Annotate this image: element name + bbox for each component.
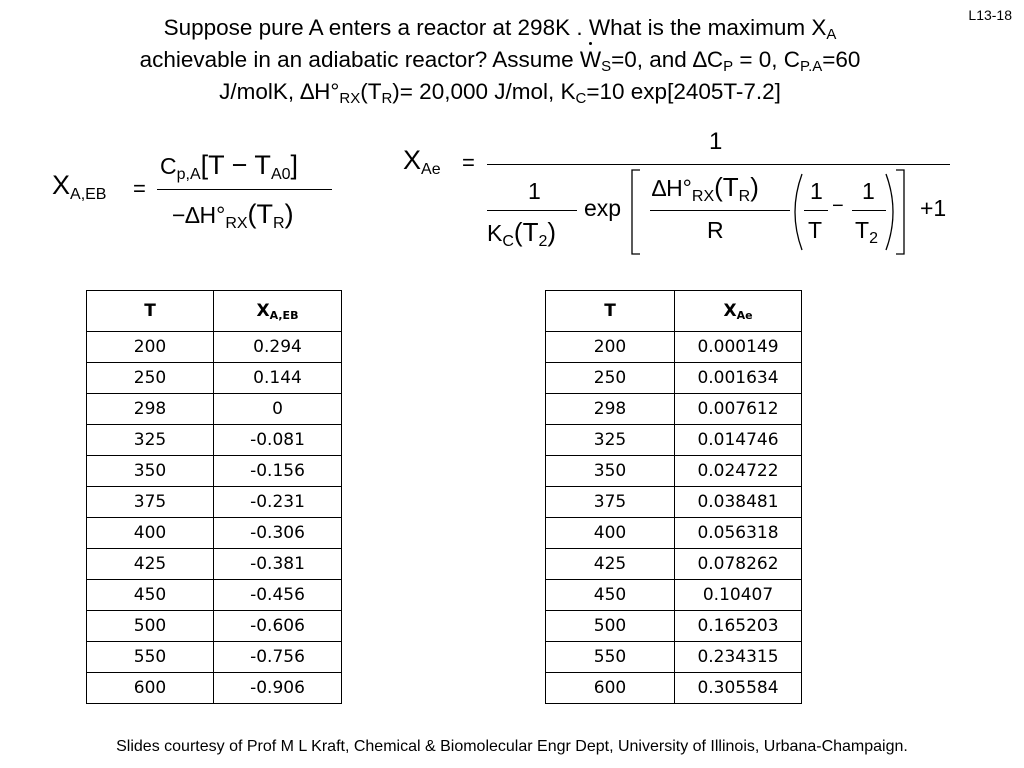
table-row	[546, 394, 802, 425]
cell-conversion: -0.156	[214, 456, 342, 487]
cell-conversion: 0.038481	[675, 487, 802, 518]
cell-conversion: 0.165203	[675, 611, 802, 642]
table-row	[87, 611, 342, 642]
cell-conversion: 0.294	[214, 332, 342, 363]
cell-temperature: 350	[87, 456, 214, 487]
table-row	[87, 580, 342, 611]
cell-temperature: 400	[87, 518, 214, 549]
cell-conversion: 0.014746	[675, 425, 802, 456]
table-row	[546, 487, 802, 518]
table-row	[546, 549, 802, 580]
cell-conversion: -0.456	[214, 580, 342, 611]
slide-number: L13-18	[968, 7, 1012, 23]
table-row	[87, 518, 342, 549]
cell-conversion: 0	[214, 394, 342, 425]
table-row	[546, 518, 802, 549]
cell-temperature: 298	[546, 394, 675, 425]
cell-conversion: 0.305584	[675, 673, 802, 704]
cell-conversion: -0.231	[214, 487, 342, 518]
header-xae: $X_{Ae}$	[675, 291, 802, 332]
table-row	[546, 425, 802, 456]
eq-eb-lhs: $X_{A,EB}$	[52, 170, 107, 203]
eq-eb-equals: =	[133, 176, 146, 201]
cell-conversion: 0.056318	[675, 518, 802, 549]
cell-temperature: 425	[87, 549, 214, 580]
cell-conversion: 0.000149	[675, 332, 802, 363]
table-row	[546, 642, 802, 673]
cell-conversion: 0.007612	[675, 394, 802, 425]
cell-conversion: -0.081	[214, 425, 342, 456]
cell-temperature: 325	[87, 425, 214, 456]
w-dot-symbol: W	[580, 44, 601, 76]
table-row	[87, 394, 342, 425]
eq-ae-kc-bar	[487, 210, 577, 211]
problem-statement: Suppose pure A enters a reactor at 298K . What is the maximum $X_A$ achievable in an adiabatic reactor? Assume $W_S=0$, and $\Delta C_P = 0$, $C_{P.A}=60$ J/molK, $\Delta H^\circ_{RX}(T_R)= 20,000$ J/mol, $K_C=10$ exp[2405T-7.2]	[139, 15, 861, 107]
cell-conversion: 0.144	[214, 363, 342, 394]
header-t: T	[87, 291, 214, 332]
eq-ae-plus-one: +1	[920, 195, 947, 221]
cell-temperature: 450	[546, 580, 675, 611]
cell-temperature: 500	[87, 611, 214, 642]
table-row	[87, 425, 342, 456]
cell-conversion: -0.606	[214, 611, 342, 642]
eq-ae-equals: =	[462, 150, 475, 175]
table-row	[87, 487, 342, 518]
table-row	[87, 673, 342, 704]
cell-temperature: 550	[546, 642, 675, 673]
cell-temperature: 375	[546, 487, 675, 518]
footer-credit: Slides courtesy of Prof M L Kraft, Chemical & Biomolecular Engr Dept, University of Illinois, Urbana-Champaign.	[116, 738, 908, 755]
cell-conversion: -0.306	[214, 518, 342, 549]
eq-ae-f2-num: 1	[862, 178, 875, 204]
table-row	[87, 363, 342, 394]
table-row	[87, 642, 342, 673]
cell-conversion: 0.078262	[675, 549, 802, 580]
eq-ae-f2-den: $T_2$	[855, 217, 878, 247]
cell-conversion: -0.756	[214, 642, 342, 673]
table-row	[87, 549, 342, 580]
cell-temperature: 298	[87, 394, 214, 425]
cell-conversion: 0.234315	[675, 642, 802, 673]
cell-temperature: 375	[87, 487, 214, 518]
eq-ae-r: R	[707, 217, 724, 243]
cell-temperature: 600	[546, 673, 675, 704]
cell-conversion: 0.001634	[675, 363, 802, 394]
eq-ae-lhs: $X_{Ae}$	[403, 145, 441, 178]
cell-temperature: 200	[546, 332, 675, 363]
cell-temperature: 425	[546, 549, 675, 580]
eq-eb-numerator: $C_{p,A}[T - T_{A0}]$	[160, 150, 299, 183]
eq-ae-main-fraction-bar	[487, 164, 950, 165]
eq-ae-f1-num: 1	[810, 178, 823, 204]
table-row	[546, 611, 802, 642]
table-row	[546, 456, 802, 487]
cell-temperature: 250	[546, 363, 675, 394]
table-row	[546, 673, 802, 704]
table-xae	[545, 290, 802, 704]
cell-conversion: -0.381	[214, 549, 342, 580]
eq-ae-kc-num: 1	[528, 178, 541, 204]
cell-temperature: 325	[546, 425, 675, 456]
eq-eb-fraction-bar	[157, 189, 332, 190]
table-row	[546, 580, 802, 611]
table-xa-eb	[86, 290, 342, 704]
cell-temperature: 450	[87, 580, 214, 611]
table-row	[87, 456, 342, 487]
cell-temperature: 200	[87, 332, 214, 363]
cell-temperature: 250	[87, 363, 214, 394]
header-t: T	[546, 291, 675, 332]
cell-temperature: 500	[546, 611, 675, 642]
eq-ae-top-one: 1	[709, 128, 723, 155]
table-row	[546, 332, 802, 363]
cell-conversion: -0.906	[214, 673, 342, 704]
eq-ae-f1-den: T	[808, 217, 823, 243]
cell-conversion: 0.024722	[675, 456, 802, 487]
cell-temperature: 550	[87, 642, 214, 673]
cell-temperature: 350	[546, 456, 675, 487]
eq-ae-dh-bar	[650, 210, 790, 211]
cell-conversion: 0.10407	[675, 580, 802, 611]
table-row	[87, 332, 342, 363]
header-xa-eb: $X_{A,EB}$	[214, 291, 342, 332]
eq-ae-dh: $\Delta H^\circ_{RX}(T_R)$	[652, 172, 759, 205]
cell-temperature: 400	[546, 518, 675, 549]
eq-ae-kc-den: $K_C(T_2)$	[487, 217, 557, 250]
eq-eb-denominator: $-\Delta H^\circ_{RX}(T_R)$	[172, 199, 294, 232]
eq-ae-f2-bar	[852, 210, 886, 211]
cell-temperature: 600	[87, 673, 214, 704]
table-row	[546, 363, 802, 394]
eq-ae-f1-bar	[804, 210, 828, 211]
eq-ae-minus: −	[832, 195, 844, 217]
eq-ae-exp: exp	[584, 195, 622, 221]
